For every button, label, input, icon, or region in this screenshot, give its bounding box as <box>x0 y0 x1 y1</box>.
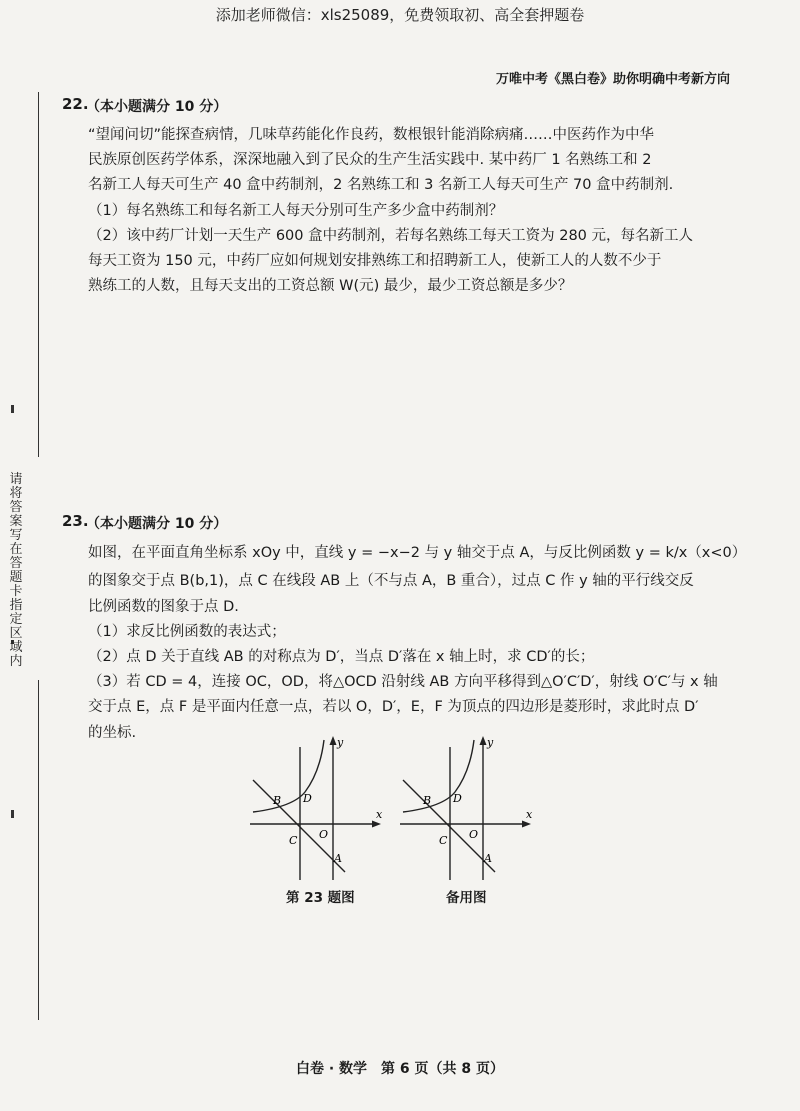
margin-note: 请将答案写在答题卡指定区域内 <box>9 472 23 669</box>
svg-text:y: y <box>487 736 494 749</box>
svg-text:B: B <box>423 794 432 807</box>
figure-23-caption: 第 23 题图 <box>286 890 355 906</box>
svg-text:C: C <box>439 834 448 847</box>
figure-spare <box>395 732 535 882</box>
question-23-line: （2）点 D 关于直线 AB 的对称点为 D′，当点 D′落在 x 轴上时，求 CD′的长； <box>88 649 595 665</box>
question-23-line: 比例函数的图象于点 D. <box>88 599 239 615</box>
svg-text:A: A <box>334 852 342 865</box>
question-23-line: 的坐标. <box>88 725 137 741</box>
question-23-points: （本小题满分 10 分） <box>86 516 228 532</box>
svg-text:O: O <box>469 828 479 841</box>
svg-text:x: x <box>526 808 533 821</box>
svg-text:D: D <box>303 792 312 805</box>
question-22-line: 民族原创医药学体系，深深地融入到了民众的生产生活实践中. 某中药厂 1 名熟练工和 2 <box>88 152 652 168</box>
question-22-number: 22. <box>62 95 89 113</box>
question-23-line: （3）若 CD = 4，连接 OC，OD，将△OCD 沿射线 AB 方向平移得到△O′C′D′，射线 O′C′与 x 轴 <box>88 674 718 690</box>
question-23-line: 的图象交于点 B(b,1)，点 C 在线段 AB 上（不与点 A，B 重合），过点 C 作 y 轴的平行线交反 <box>88 573 694 589</box>
svg-text:A: A <box>484 852 492 865</box>
question-23-number: 23. <box>62 512 89 530</box>
svg-text:D: D <box>453 792 462 805</box>
question-23-line: 交于点 E，点 F 是平面内任意一点，若以 O，D′，E，F 为顶点的四边形是菱形时，求此时点 D′ <box>88 699 699 715</box>
figure-spare-caption: 备用图 <box>446 890 487 906</box>
figure-23 <box>245 732 385 882</box>
margin-line-bottom <box>38 680 39 1020</box>
question-23-line: （1）求反比例函数的表达式； <box>88 624 286 640</box>
question-23-line: 如图，在平面直角坐标系 xOy 中，直线 y = −x−2 与 y 轴交于点 A，与反比例函数 y = k/x（x<0） <box>88 545 747 561</box>
question-22-line: 名新工人每天可生产 40 盒中药制剂，2 名熟练工和 3 名新工人每天可生产 70 盒中药制剂. <box>88 177 674 193</box>
margin-line-top <box>38 92 39 457</box>
svg-text:y: y <box>337 736 344 749</box>
svg-text:C: C <box>289 834 298 847</box>
svg-text:B: B <box>273 794 282 807</box>
page-footer: 白卷 · 数学 第 6 页（共 8 页） <box>295 1061 505 1077</box>
svg-text:x: x <box>376 808 383 821</box>
question-22-points: （本小题满分 10 分） <box>86 99 228 115</box>
svg-text:O: O <box>319 828 329 841</box>
question-22-line: “望闻问切”能探查病情，几味草药能化作良药，数根银针能消除病痛……中医药作为中华 <box>88 127 655 143</box>
watermark-text: 添加老师微信：xls25089，免费领取初、高全套押题卷 <box>215 6 585 24</box>
question-22-line: 每天工资为 150 元，中药厂应如何规划安排熟练工和招聘新工人，使新工人的人数不少于 <box>88 253 662 269</box>
question-22-line: （1）每名熟练工和每名新工人每天分别可生产多少盒中药制剂？ <box>88 203 504 219</box>
series-title: 万唯中考《黑白卷》助你明确中考新方向 <box>495 72 730 87</box>
margin-tick <box>11 405 14 413</box>
question-22-line: 熟练工的人数，且每天支出的工资总额 W(元) 最少，最少工资总额是多少？ <box>88 278 573 294</box>
question-22-line: （2）该中药厂计划一天生产 600 盒中药制剂，若每名熟练工每天工资为 280 元，每名新工人 <box>88 228 694 244</box>
margin-tick <box>11 810 14 818</box>
